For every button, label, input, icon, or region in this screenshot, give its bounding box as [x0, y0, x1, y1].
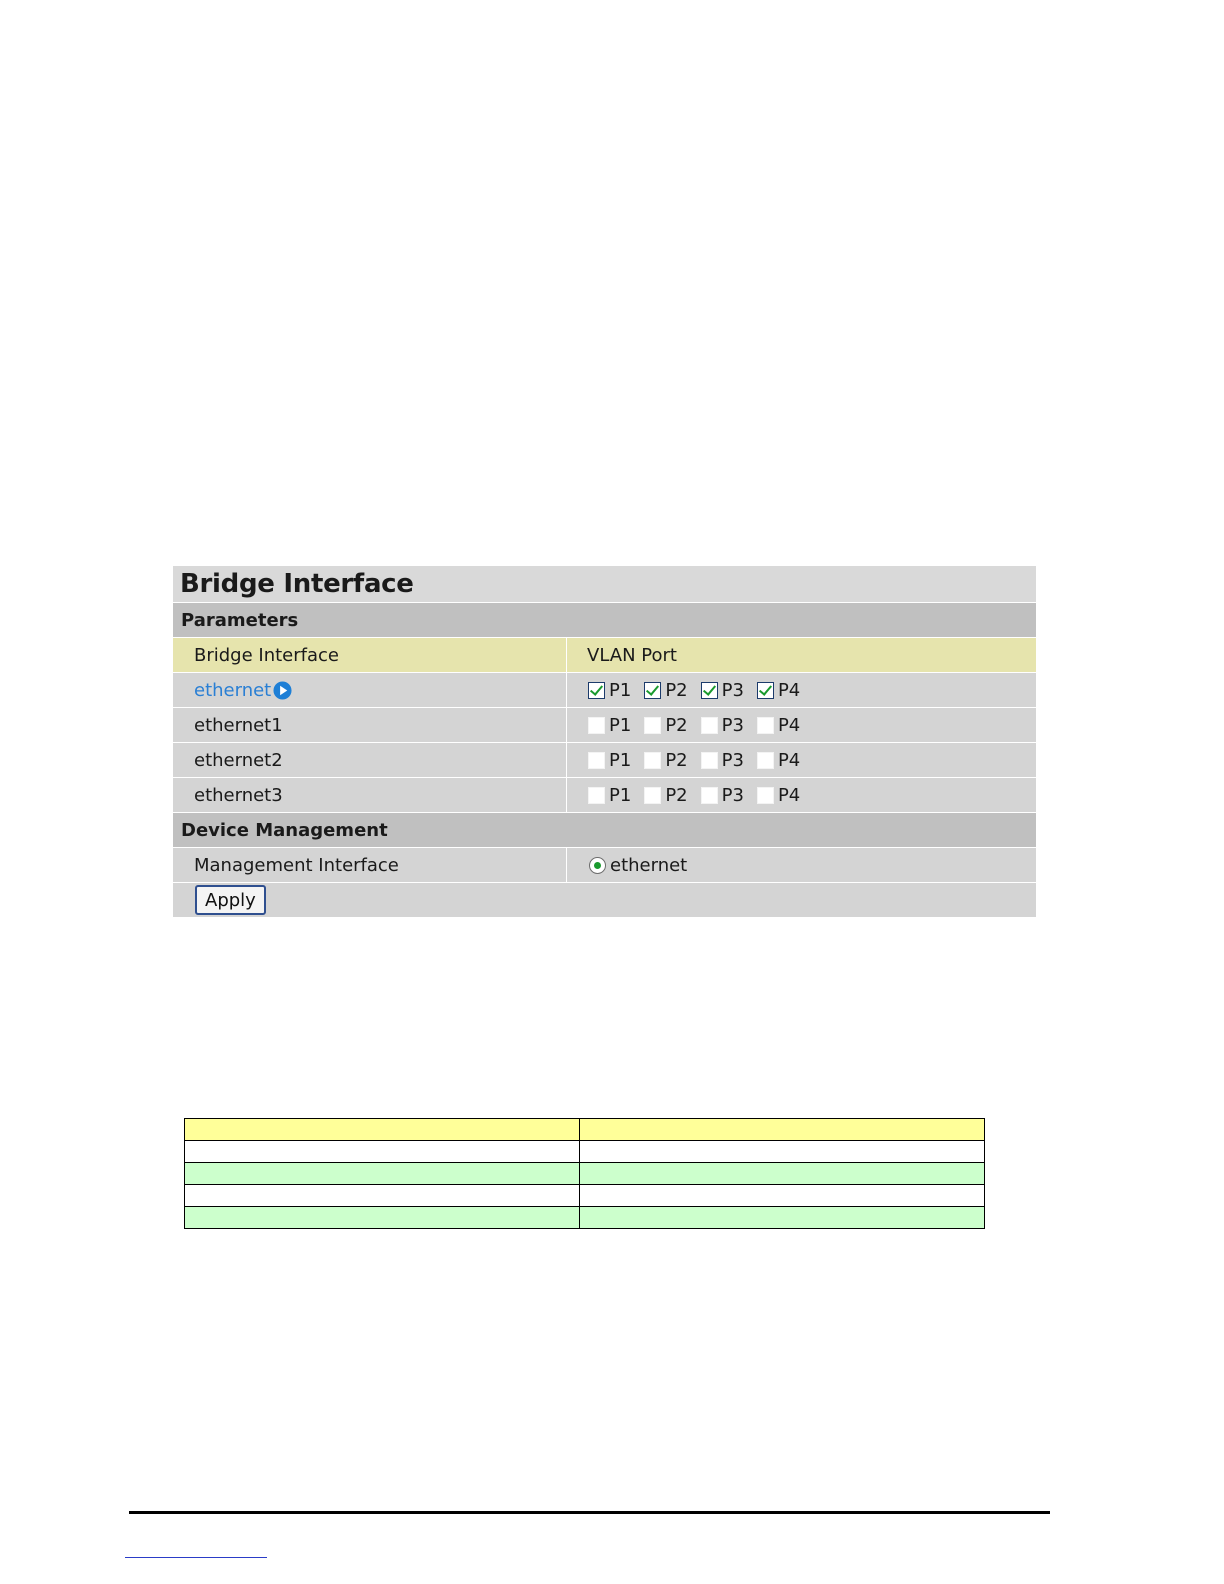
port-option [588, 715, 631, 736]
footer-divider [129, 1511, 1050, 1514]
port-option [588, 785, 631, 806]
management-interface-cell [567, 848, 1036, 882]
management-interface-radio[interactable] [589, 857, 606, 874]
table-cell [580, 1119, 985, 1141]
table-row [185, 1119, 985, 1141]
port-label: P1 [609, 714, 632, 736]
apply-button[interactable]: Apply [195, 885, 266, 915]
port-label: P1 [609, 784, 632, 806]
bridge-row-ethernet3 [173, 778, 1036, 812]
port-option [757, 750, 800, 771]
port-option [757, 680, 800, 701]
apply-row [173, 883, 1036, 917]
parameters-section-header: Parameters [173, 603, 1036, 637]
port-label: P4 [777, 784, 801, 806]
footer-link-underline[interactable] [125, 1557, 267, 1558]
port-option [644, 680, 687, 701]
play-circle-icon[interactable] [273, 681, 292, 700]
port-label: P2 [665, 784, 688, 806]
bridge-interface-panel [173, 566, 1036, 917]
bridge-row-ethernet2 [173, 743, 1036, 777]
table-row [185, 1185, 985, 1207]
page-title: Bridge Interface [173, 566, 1036, 602]
port-label: P2 [665, 749, 688, 771]
port-label: P4 [777, 714, 801, 736]
port-option [757, 785, 800, 806]
vlan-port-cell [567, 708, 1036, 742]
port-label: P2 [665, 679, 688, 701]
port-checkbox-p1[interactable] [588, 787, 605, 804]
port-label: P3 [721, 679, 744, 701]
table-cell [185, 1119, 580, 1141]
management-interface-option-label: ethernet [610, 854, 688, 876]
interface-cell: ethernet3 [173, 778, 566, 812]
port-label: P1 [609, 749, 632, 771]
port-label: P3 [721, 784, 744, 806]
port-option [757, 715, 800, 736]
port-option [701, 680, 744, 701]
empty-table [184, 1118, 985, 1229]
bridge-row-ethernet1 [173, 708, 1036, 742]
table-cell [185, 1185, 580, 1207]
device-management-section-header: Device Management [173, 813, 1036, 847]
port-checkbox-p4[interactable] [757, 717, 774, 734]
port-checkbox-p4[interactable] [757, 682, 774, 699]
table-cell [185, 1207, 580, 1229]
table-cell [580, 1207, 985, 1229]
interface-cell [173, 673, 566, 707]
management-interface-row [173, 848, 1036, 882]
port-option [644, 715, 687, 736]
vlan-port-cell [567, 673, 1036, 707]
port-label: P2 [665, 714, 688, 736]
interface-cell: ethernet1 [173, 708, 566, 742]
table-cell [185, 1141, 580, 1163]
table-row [185, 1141, 985, 1163]
port-checkbox-p3[interactable] [701, 682, 718, 699]
table-cell [580, 1163, 985, 1185]
port-label: P4 [777, 679, 801, 701]
table-row [185, 1163, 985, 1185]
port-checkbox-p1[interactable] [588, 752, 605, 769]
column-header-bridge-interface: Bridge Interface [173, 638, 566, 672]
port-checkbox-p3[interactable] [701, 717, 718, 734]
bridge-row-ethernet [173, 673, 1036, 707]
port-label: P4 [777, 749, 801, 771]
port-checkbox-p3[interactable] [701, 752, 718, 769]
port-option [701, 715, 744, 736]
interface-cell: ethernet2 [173, 743, 566, 777]
port-label: P3 [721, 714, 744, 736]
interface-link-ethernet[interactable]: ethernet [194, 679, 272, 701]
port-option [588, 680, 631, 701]
column-header-vlan-port: VLAN Port [567, 638, 1036, 672]
vlan-port-cell [567, 778, 1036, 812]
port-label: P3 [721, 749, 744, 771]
port-option [588, 750, 631, 771]
port-checkbox-p1[interactable] [588, 717, 605, 734]
port-checkbox-p2[interactable] [644, 717, 661, 734]
table-cell [580, 1185, 985, 1207]
port-checkbox-p2[interactable] [644, 787, 661, 804]
port-label: P1 [609, 679, 632, 701]
vlan-port-cell [567, 743, 1036, 777]
port-option [644, 750, 687, 771]
table-header-row [173, 638, 1036, 672]
port-checkbox-p3[interactable] [701, 787, 718, 804]
port-checkbox-p4[interactable] [757, 787, 774, 804]
port-option [701, 785, 744, 806]
port-option [701, 750, 744, 771]
port-option [644, 785, 687, 806]
port-checkbox-p2[interactable] [644, 682, 661, 699]
table-cell [580, 1141, 985, 1163]
management-interface-label: Management Interface [173, 848, 566, 882]
port-checkbox-p4[interactable] [757, 752, 774, 769]
table-row [185, 1207, 985, 1229]
port-checkbox-p2[interactable] [644, 752, 661, 769]
port-checkbox-p1[interactable] [588, 682, 605, 699]
table-cell [185, 1163, 580, 1185]
